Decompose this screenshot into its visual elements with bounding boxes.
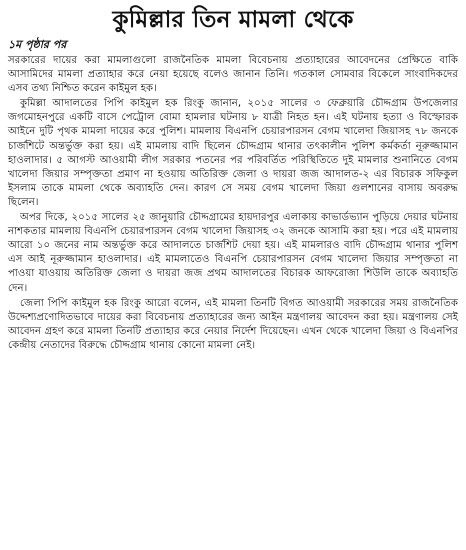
article-paragraph: অপর দিকে, ২০১৫ সালের ২৫ জানুয়ারি চৌদ্দগ্রামের হায়দারপুর এলাকায় কাভার্ডভ্যান পুড়িয়ে দেয়ার ঘটনায় নাশকতার মামলায় বিএনপি চেয়ারপারসন বেগম খালেদা জিয়াসহ ৩২ জনকে আসামি করা হয়। পরে এই মামলায় আরো ১০ জনের নাম অন্তর্ভুক্ত করে আদালতে চার্জশিট দেয়া হয়। এই মামলারও বাদি চৌদ্দগ্রাম থানার পুলিশ এস আই নূরুজ্জামান হাওলাদার। এই মামলাতেও বিএনপি চেয়ারপারসন বেগম খালেদা জিয়ার সম্পৃক্ততা না পাওয়া যাওয়ায় অতিরিক্ত জেলা ও দায়রা জজ প্রথম আদালতের বিচারক আফরোজা শিউলি তাকে অব্যাহতি দেন।	[8, 212, 458, 294]
article-paragraph: কুমিল্লা আদালতের পিপি কাইমুল হক রিংকু জানান, ২০১৫ সালের ৩ ফেব্রুয়ারি চৌদ্দগ্রাম উপজেলার জগমোহনপুরে একটি বাসে পেট্রোল বোমা হামলার ঘটনায় ৮ যাত্রী নিহত হন। এই ঘটনায় হত্যা ও বিস্ফোরক আইনে দুটি পৃথক মামলা দায়ের করে পুলিশ। মামলায় বিএনপি চেয়ারপারসন বেগম খালেদা জিয়াসহ ৭৮ জনকে চার্জশিটে অন্তর্ভুক্ত করা হয়। এই মামলায় বাদি ছিলেন চৌদ্দগ্রাম থানার তৎকালীন পুলিশ কর্মকর্তা নূরুজ্জামান হাওলাদার। ৫ আগস্ট আওয়ামী লীগ সরকার পতনের পর পরিবর্তিত পরিস্থিতিতে দুই মামলার শুনানিতে বেগম খালেদা জিয়ার সম্পৃক্ততা প্রমাণ না হওয়ায় অতিরিক্ত জেলা ও দায়রা জজ আদালত-২ এর বিচারক সফিকুল ইসলাম তাকে মামলা থেকে অব্যাহতি দেন। কারণ সে সময় বেগম খালেদা জিয়া গুলশানের বাসায় অবরুদ্ধ ছিলেন।	[8, 98, 458, 208]
headline: কুমিল্লার তিন মামলা থেকে	[112, 7, 354, 33]
article-paragraph: জেলা পিপি কাইমুল হক রিংকু আরো বলেন, এই মামলা তিনটি বিগত আওয়ামী সরকারের সময় রাজনৈতিক উদ্দেশ্যপ্রণোদিতভাবে দায়ের করা বিবেচনায় প্রত্যাহারের জন্য আইন মন্ত্রণালয় আবেদন করা হয়। মন্ত্রণালয় সেই আবেদন গ্রহণ করে মামলা তিনটি প্রত্যাহার করে নেয়ার নির্দেশ দিয়েছেন। এখন থেকে খালেদা জিয়া ও বিএনপির কেন্দ্রীয় নেতাদের বিরুদ্ধে চৌদ্দগ্রাম থানায় কোনো মামলা নেই।	[8, 297, 458, 351]
continued-from-label: ১ম পৃষ্ঠার পর	[8, 38, 67, 51]
article-body	[8, 54, 458, 353]
article-paragraph: সরকারের দায়ের করা মামলাগুলো রাজনৈতিক মামলা বিবেচনায় প্রত্যাহারের আবেদনের প্রেক্ষিতে বাকি আসামিদের মামলা প্রত্যাহার করে নেয়া হয়েছে বলেও জানান তিনি। গতকাল সোমবার বিকেলে সাংবাদিকদের এসব তথ্য নিশ্চিত করেন কাইমুল হক।	[8, 55, 458, 95]
